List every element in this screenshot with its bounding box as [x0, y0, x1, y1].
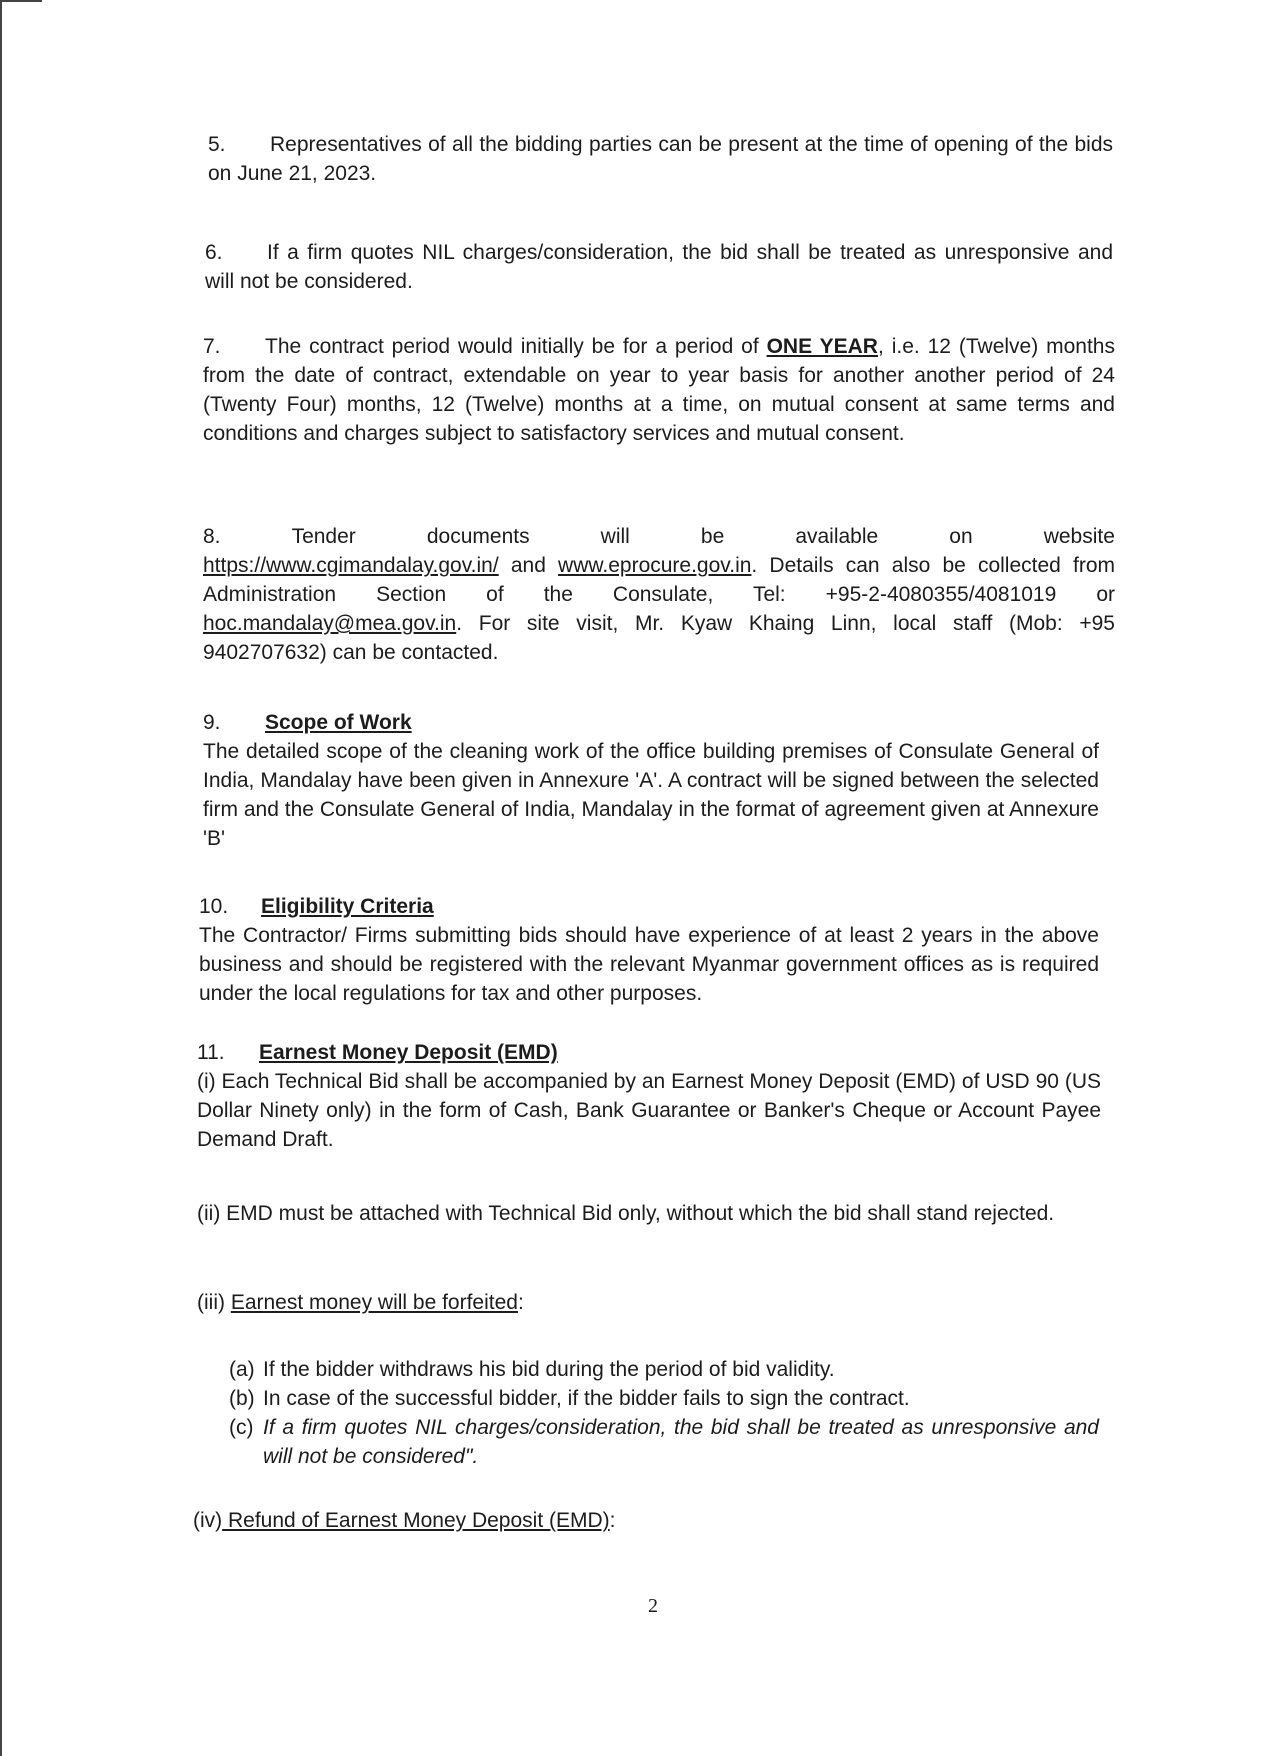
- list-item: [229, 1384, 1099, 1413]
- list-item-label: (a): [229, 1358, 255, 1381]
- word: documents: [426, 525, 530, 548]
- word: on: [949, 525, 973, 548]
- paragraph-text: The detailed scope of the cleaning work of the office building premises of Consulate General of India, Mandalay have been given in Annexure 'A'. A contract will be signed between the selected firm and the Consulate General of India, Mandalay in the format of agreement given at Annexure 'B': [203, 740, 1099, 850]
- paragraph-8: [203, 522, 1115, 667]
- emd-clause-iii: [197, 1288, 1101, 1317]
- paragraph-7: [203, 332, 1115, 448]
- section-heading-line: [197, 1038, 1101, 1067]
- section-heading: Scope of Work: [265, 711, 412, 734]
- eprocure-website-link[interactable]: www.eprocure.gov.in: [558, 554, 752, 577]
- clause-heading: Refund of Earnest Money Deposit (EMD): [222, 1509, 610, 1532]
- clause-label: (iii): [197, 1291, 231, 1314]
- emd-clause-i: (i) Each Technical Bid shall be accompanied by an Earnest Money Deposit (EMD) of USD 90 (US Dollar Ninety only) in the form of Cash, Bank Guarantee or Banker's Cheque or Account Payee Demand Draft.: [197, 1070, 1101, 1151]
- paragraph-11: [197, 1038, 1101, 1154]
- word: be: [700, 525, 725, 548]
- list-item: [229, 1413, 1099, 1471]
- emphasis-one-year: ONE YEAR: [766, 335, 878, 358]
- list-item-label: (c): [229, 1416, 254, 1439]
- forfeiture-list: [229, 1355, 1099, 1471]
- word: will: [600, 525, 630, 548]
- paragraph-number: 7.: [203, 335, 221, 358]
- list-item: [229, 1355, 1099, 1384]
- word: website: [1043, 525, 1115, 548]
- paragraph-text: The contract period would initially be for a period of: [265, 335, 767, 358]
- section-heading: Earnest Money Deposit (EMD): [259, 1041, 558, 1064]
- section-heading-line: [199, 892, 1099, 921]
- emd-clause-ii: (ii) EMD must be attached with Technical Bid only, without which the bid shall stand rejected.: [197, 1202, 1055, 1225]
- paragraph-number: 11.: [197, 1041, 225, 1064]
- list-item-text: In case of the successful bidder, if the bidder fails to sign the contract.: [263, 1387, 910, 1410]
- word: available: [795, 525, 879, 548]
- paragraph-6: [205, 238, 1113, 296]
- paragraph-10: [199, 892, 1099, 1008]
- scan-border-left: [0, 0, 2, 1756]
- emd-clause-iv: [193, 1506, 1097, 1535]
- list-item-label: (b): [229, 1387, 255, 1410]
- paragraph-text: Representatives of all the bidding parties can be present at the time of opening of the bids on June 21, 2023.: [208, 133, 1113, 185]
- paragraph-text-continued: , i.e. 12 (Twelve) months from the date of contract, extendable on year to year basis for another another period of 24 (Twenty Four) months, 12 (Twelve) months at a time, on mutual consent at same terms and conditions and charges subject to satisfactory services and mutual consent.: [203, 335, 1115, 445]
- clause-label: (iv): [193, 1509, 223, 1532]
- word: Tender: [291, 525, 356, 548]
- list-item-text: If the bidder withdraws his bid during the period of bid validity.: [263, 1358, 835, 1381]
- paragraph-number: 6.: [205, 241, 223, 264]
- page-number: 2: [648, 1595, 658, 1617]
- paragraph-text: If a firm quotes NIL charges/consideration, the bid shall be treated as unresponsive and will not be considered.: [205, 241, 1113, 293]
- paragraph-number: 10.: [199, 895, 229, 918]
- paragraph-number: 8.: [203, 525, 221, 548]
- email-link[interactable]: hoc.mandalay@mea.gov.in: [203, 612, 457, 635]
- paragraph-text-continued: . For site visit, Mr. Kyaw Khaing Linn, local staff (Mob: +95 9402707632) can be contacted.: [203, 612, 1115, 664]
- conjunction-text: and: [498, 554, 559, 577]
- paragraph-8-body: [203, 551, 1115, 667]
- clause-heading: Earnest money will be forfeited: [230, 1291, 518, 1314]
- paragraph-5: [208, 130, 1113, 188]
- paragraph-text: . Details can also be collected from Administration Section of the Consulate, Tel: +95-2-4080355/4081019 or: [203, 554, 1115, 606]
- paragraph-9: [203, 708, 1099, 853]
- list-item-text: If a firm quotes NIL charges/consideration, the bid shall be treated as unresponsive and will not be considered".: [263, 1416, 1099, 1468]
- consulate-website-link[interactable]: https://www.cgimandalay.gov.in/: [203, 554, 499, 577]
- scan-border-top: [0, 0, 42, 2]
- clause-colon: :: [609, 1509, 616, 1532]
- paragraph-number: 5.: [208, 133, 226, 156]
- paragraph-number: 9.: [203, 711, 221, 734]
- paragraph-text: The Contractor/ Firms submitting bids should have experience of at least 2 years in the above business and should be registered with the relevant Myanmar government offices as is required under the local regulations for tax and other purposes.: [199, 924, 1099, 1005]
- paragraph-8-first-line: [203, 522, 1115, 551]
- clause-colon: :: [517, 1291, 524, 1314]
- section-heading-line: [203, 708, 1099, 737]
- section-heading: Eligibility Criteria: [261, 895, 434, 918]
